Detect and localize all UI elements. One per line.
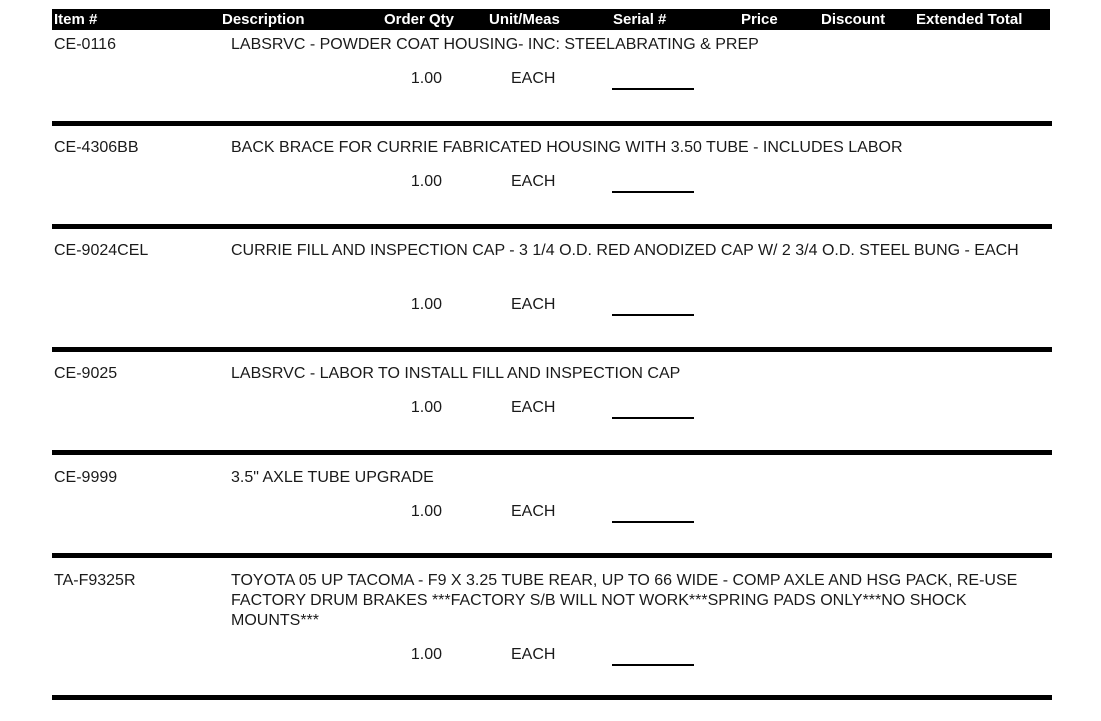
item-qty: 1.00	[410, 503, 442, 520]
item-code: CE-9024CEL	[54, 242, 149, 259]
item-description: TOYOTA 05 UP TACOMA - F9 X 3.25 TUBE REAR, UP TO 66 WIDE - COMP AXLE AND HSG PACK, RE-USE FACTORY DRUM BRAKES ***FACTORY S/B WILL NOT WORK***SPRING PADS ONLY***NO SHOCK MOUNTS***	[231, 572, 1018, 629]
item-code: CE-9999	[54, 469, 118, 486]
item-unit: EACH	[511, 296, 556, 313]
item-unit: EACH	[511, 173, 556, 190]
header-discount: Discount	[821, 11, 886, 28]
item-description: BACK BRACE FOR CURRIE FABRICATED HOUSING WITH 3.50 TUBE - INCLUDES LABOR	[231, 139, 903, 156]
item-qty: 1.00	[410, 70, 442, 87]
header-serial: Serial #	[613, 11, 667, 28]
item-code: CE-4306BB	[54, 139, 139, 156]
item-code: CE-0116	[54, 36, 116, 53]
item-description: CURRIE FILL AND INSPECTION CAP - 3 1/4 O.D. RED ANODIZED CAP W/ 2 3/4 O.D. STEEL BUNG - EACH	[231, 242, 1019, 259]
serial-entry-line	[612, 417, 694, 419]
row-separator	[52, 121, 1052, 126]
row-separator	[52, 695, 1052, 700]
serial-entry-line	[612, 88, 694, 90]
item-code: CE-9025	[54, 365, 118, 382]
item-unit: EACH	[511, 399, 556, 416]
item-qty: 1.00	[410, 646, 442, 663]
serial-entry-line	[612, 521, 694, 523]
column-header-bar	[52, 9, 1050, 30]
serial-entry-line	[612, 664, 694, 666]
serial-entry-line	[612, 191, 694, 193]
header-unit-meas: Unit/Meas	[489, 11, 560, 28]
header-price: Price	[741, 11, 778, 28]
item-unit: EACH	[511, 503, 556, 520]
header-description: Description	[222, 11, 305, 28]
header-extended-total: Extended Total	[916, 11, 1023, 28]
item-qty: 1.00	[410, 173, 442, 190]
item-description: LABSRVC - POWDER COAT HOUSING- INC: STEELABRATING & PREP	[231, 36, 759, 53]
item-unit: EACH	[511, 646, 556, 663]
row-separator	[52, 347, 1052, 352]
item-qty: 1.00	[410, 296, 442, 313]
item-code: TA-F9325R	[54, 572, 136, 589]
serial-entry-line	[612, 314, 694, 316]
header-item: Item #	[54, 11, 98, 28]
header-order-qty: Order Qty	[384, 11, 455, 28]
row-separator	[52, 450, 1052, 455]
item-qty: 1.00	[410, 399, 442, 416]
row-separator	[52, 224, 1052, 229]
item-description: 3.5" AXLE TUBE UPGRADE	[231, 469, 434, 486]
item-unit: EACH	[511, 70, 556, 87]
row-separator	[52, 553, 1052, 558]
item-description: LABSRVC - LABOR TO INSTALL FILL AND INSPECTION CAP	[231, 365, 681, 382]
